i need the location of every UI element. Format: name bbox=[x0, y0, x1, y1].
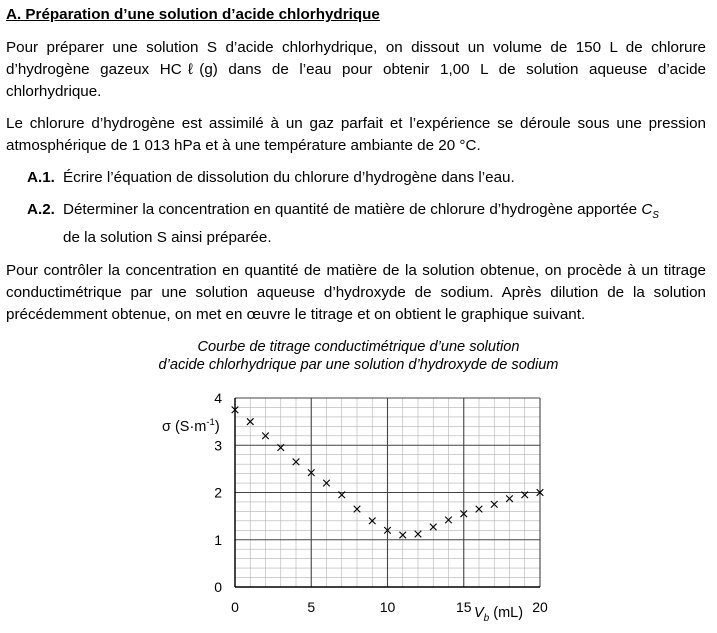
y-tick-label: 3 bbox=[214, 437, 222, 454]
x-tick-label: 15 bbox=[455, 599, 472, 615]
chart-title-line1: Courbe de titrage conductimétrique d’une solution bbox=[197, 339, 520, 355]
concentration-symbol-subscript: S bbox=[652, 210, 659, 222]
paragraph-conditions: Le chlorure d’hydrogène est assimilé à un gaz parfait et l’expérience se déroule sous une pression atmosphérique de 1 013 hPa et à une température ambiante de 20 °C. bbox=[6, 115, 706, 154]
section-title: A. Préparation d’une solution d’acide chlorhydrique bbox=[6, 6, 380, 23]
y-tick-label: 2 bbox=[214, 484, 222, 501]
x-tick-label: 10 bbox=[379, 599, 396, 615]
y-axis-label: σ $(S\cdot m^{-1})$ bbox=[162, 417, 220, 435]
y-tick-label: 0 bbox=[214, 579, 222, 595]
paragraph-titrage: Pour contrôler la concentration en quantité de matière de la solution obtenue, on procède à un titrage conductimétrique par une solution aqueuse d’hydroxyde de sodium. Après dilution de la solution précédemment obtenue, on met en œuvre le titrage et on obtient le graphique suivant. bbox=[6, 262, 706, 324]
y-tick-label: 1 bbox=[214, 531, 222, 548]
chart-title-line2: d’acide chlorhydrique par une solution d’hydroxyde de sodium bbox=[158, 357, 559, 373]
x-axis-label: $V_b$ (mL) bbox=[474, 605, 524, 624]
y-tick-label: 4 bbox=[214, 390, 222, 406]
question-a1-text: Écrire l’équation de dissolution du chlorure d’hydrogène dans l’eau. bbox=[63, 169, 515, 186]
question-a2-text-after: de la solution S ainsi préparée. bbox=[63, 229, 272, 247]
question-a2-text-before: Déterminer la concentration en quantité de matière de chlorure d’hydrogène apportée bbox=[63, 201, 642, 218]
paragraph-preparation: Pour préparer une solution S d’acide chlorhydrique, on dissout un volume de 150 L de chlorure d’hydrogène gazeux HCℓ(g) dans de l’eau pour obtenir 1,00 L de solution aqueuse d’acide chlorhydrique. bbox=[6, 39, 706, 100]
question-a2-number: A.2. bbox=[27, 201, 55, 218]
concentration-symbol-letter: C bbox=[641, 201, 653, 218]
x-tick-label: 0 bbox=[231, 599, 239, 615]
x-tick-label: 20 bbox=[532, 599, 548, 615]
question-a1-number: A.1. bbox=[27, 169, 55, 186]
x-tick-label: 5 bbox=[307, 599, 316, 615]
